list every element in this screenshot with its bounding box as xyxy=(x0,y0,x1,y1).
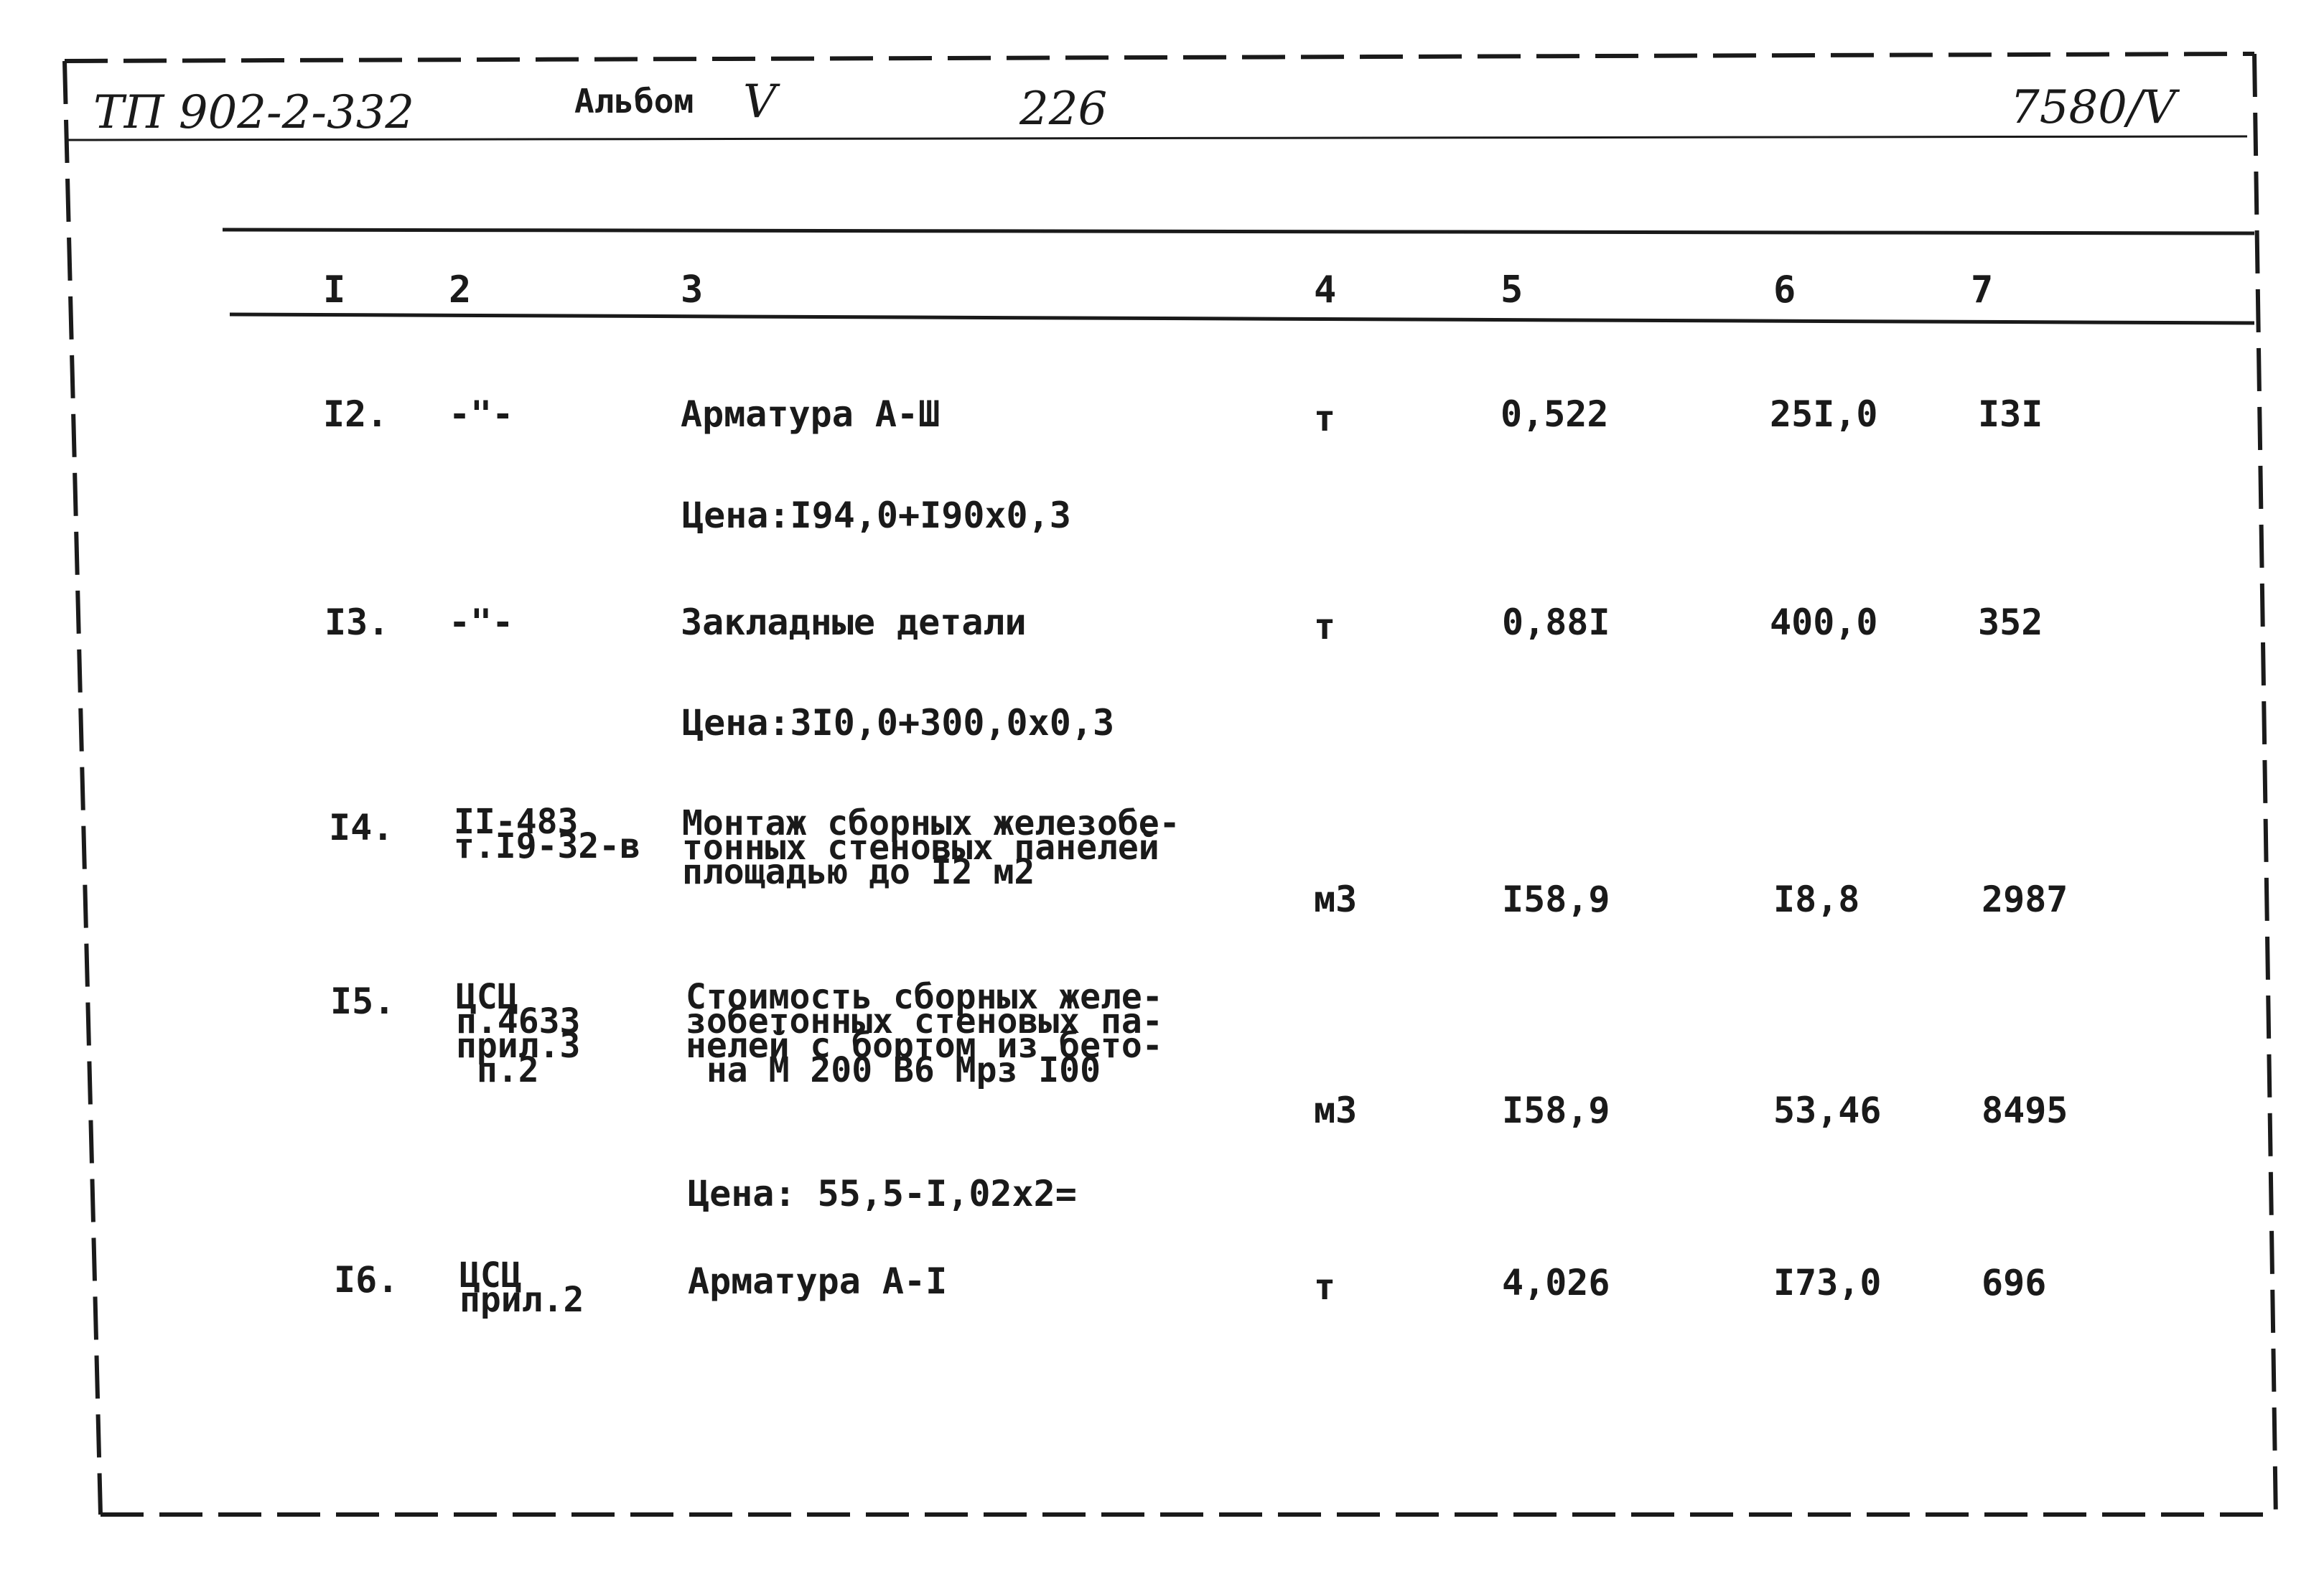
row-number: I3. xyxy=(325,602,390,643)
row-total: 352 xyxy=(1978,602,2043,643)
album-label: Альбом xyxy=(574,82,694,121)
row-reference: II-483 т.I9-32-в xyxy=(454,802,641,866)
row-total: I3I xyxy=(1978,393,2043,435)
row-unit-price: 400,0 xyxy=(1770,602,1878,643)
row-unit-price: I73,0 xyxy=(1773,1262,1882,1304)
column-number: 7 xyxy=(1971,268,1994,312)
row-description: Арматура А-I xyxy=(688,1260,948,1302)
row-quantity: 4,026 xyxy=(1502,1262,1610,1304)
price-note: Цена: 55,5-I,02x2= xyxy=(688,1173,1077,1215)
row-total: 696 xyxy=(1982,1262,2047,1304)
inventory-number: 7580/V xyxy=(2010,81,2176,134)
row-unit: т xyxy=(1314,1266,1336,1308)
price-note: Цена:3I0,0+300,0x0,3 xyxy=(682,702,1115,744)
column-number: 5 xyxy=(1501,268,1523,312)
row-unit-price: 53,46 xyxy=(1773,1090,1882,1131)
row-reference: -"- xyxy=(449,602,514,643)
row-description: Арматура А-Ш xyxy=(681,393,941,435)
column-number: 3 xyxy=(681,268,704,312)
row-reference: ЦСЦ п.4633 прил.3 п.2 xyxy=(456,977,581,1090)
row-unit-price: I8,8 xyxy=(1773,879,1860,920)
column-number: 4 xyxy=(1314,268,1337,312)
row-reference: -"- xyxy=(449,393,514,435)
column-number: 2 xyxy=(449,268,472,312)
row-unit: м3 xyxy=(1314,1090,1358,1131)
column-number: 6 xyxy=(1773,268,1796,312)
row-total: 8495 xyxy=(1982,1090,2068,1131)
row-description: Монтаж сборных железобе- тонных стеновых панелей площадью до I2 м2 xyxy=(682,803,1180,892)
price-note: Цена:I94,0+I90x0,3 xyxy=(682,495,1071,536)
column-number: I xyxy=(323,268,346,312)
row-unit: м3 xyxy=(1314,879,1358,920)
page-number: 226 xyxy=(1019,83,1108,136)
row-reference: ЦСЦ прил.2 xyxy=(459,1255,584,1320)
row-quantity: I58,9 xyxy=(1502,1090,1610,1131)
row-number: I5. xyxy=(330,981,396,1022)
row-unit: т xyxy=(1314,398,1336,439)
row-quantity: 0,522 xyxy=(1501,393,1609,435)
row-description: Стоимость сборных желе- зобетонных стеновых па- нелей с бортом из бето- на М 200 В6 Мрз I00 xyxy=(686,977,1163,1090)
row-quantity: I58,9 xyxy=(1502,879,1610,920)
row-quantity: 0,88I xyxy=(1502,602,1610,643)
album-number: V xyxy=(743,75,777,128)
row-number: I4. xyxy=(329,807,394,848)
row-description: Закладные детали xyxy=(681,602,1027,643)
row-total: 2987 xyxy=(1982,879,2068,920)
row-number: I6. xyxy=(334,1259,399,1301)
row-number: I2. xyxy=(323,393,388,435)
row-unit: т xyxy=(1314,606,1336,647)
row-unit-price: 25I,0 xyxy=(1770,393,1878,435)
document-code: ТП 902-2-332 xyxy=(93,86,415,139)
